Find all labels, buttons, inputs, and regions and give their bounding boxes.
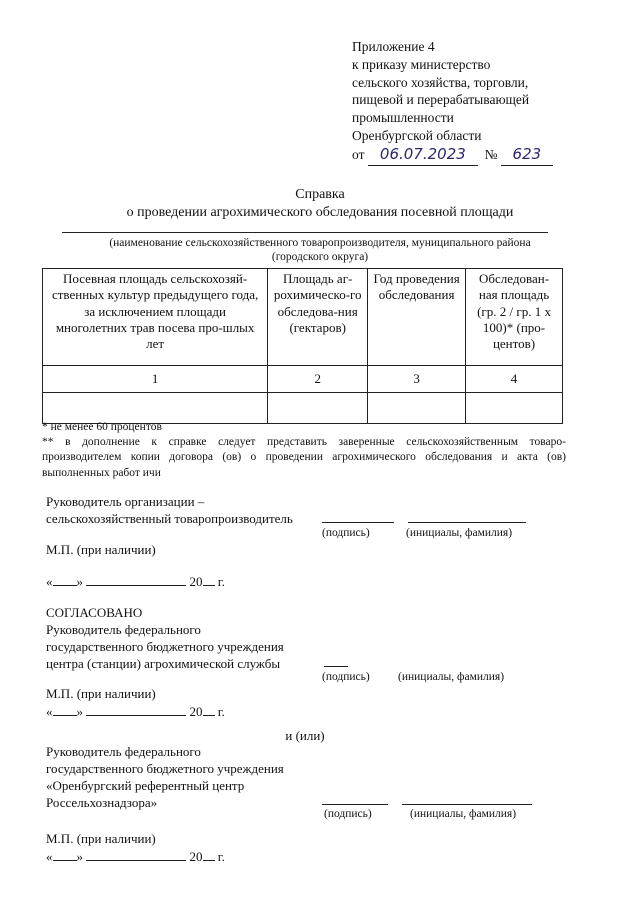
table-row bbox=[43, 393, 563, 424]
table-header-row bbox=[43, 269, 563, 366]
federal-line-3: «Оренбургский референтный центр bbox=[46, 778, 245, 793]
table-data-cell[interactable] bbox=[268, 393, 368, 424]
number-prefix: № bbox=[484, 146, 498, 162]
table-number-cell: 2 bbox=[268, 366, 368, 393]
appendix-date-line bbox=[352, 145, 622, 166]
footnotes bbox=[42, 420, 566, 481]
head-line-2: сельскохозяйственный товаропроизводитель bbox=[46, 511, 293, 526]
year-suffix: г. bbox=[217, 574, 225, 589]
name-caption: (инициалы, фамилия) bbox=[410, 808, 517, 820]
footnote-2: ** в дополнение к справке следует представить заверенные сельскохозяйственным товаро-производителем копии договора (ов) о проведении агрохимического обследования и акта (ов) выполненных работ ичи bbox=[42, 436, 566, 479]
month-field[interactable] bbox=[86, 848, 186, 861]
org-caption-line-2: (городского округа) bbox=[271, 251, 369, 264]
footnote-1: * не менее 60 процентов bbox=[42, 421, 162, 433]
date-line bbox=[46, 848, 225, 866]
appendix-line: сельского хозяйства, торговли, bbox=[352, 74, 529, 90]
table-data-cell[interactable] bbox=[466, 393, 563, 424]
quote-close: » bbox=[76, 849, 83, 864]
federal-line-4: Россельхознадзора» bbox=[46, 795, 158, 810]
signature-line[interactable] bbox=[322, 790, 388, 805]
title-line-1: Справка bbox=[295, 187, 345, 202]
signature-caption: (подпись) bbox=[322, 671, 370, 683]
date-line bbox=[46, 703, 225, 721]
table-header-cell: Обследован-ная площадь (гр. 2 / гр. 1 х 100)* (про-центов) bbox=[466, 269, 563, 366]
year-field[interactable] bbox=[203, 703, 215, 716]
day-field[interactable] bbox=[53, 703, 77, 716]
year-suffix: г. bbox=[217, 849, 225, 864]
year-prefix: 20 bbox=[189, 574, 203, 589]
stamp-label: М.П. (при наличии) bbox=[46, 542, 156, 557]
stamp-label: М.П. (при наличии) bbox=[46, 686, 156, 701]
table-data-cell[interactable] bbox=[368, 393, 466, 424]
year-suffix: г. bbox=[217, 704, 225, 719]
date-line bbox=[46, 573, 225, 591]
federal-line-2: государственного бюджетного учреждения bbox=[46, 761, 284, 776]
table-number-row bbox=[43, 366, 563, 393]
agreed-line-2: государственного бюджетного учреждения bbox=[46, 639, 284, 654]
table-number-cell: 3 bbox=[368, 366, 466, 393]
stamp-label: М.П. (при наличии) bbox=[46, 831, 156, 846]
org-caption-line-1: (наименование сельскохозяйственного товаропроизводителя, муниципального района bbox=[109, 237, 531, 249]
agreed-line-1: Руководитель федерального bbox=[46, 622, 201, 637]
name-line[interactable] bbox=[402, 790, 532, 805]
head-line-1: Руководитель организации – bbox=[46, 494, 205, 509]
signature-line[interactable] bbox=[324, 652, 348, 667]
appendix-line: Приложение 4 bbox=[352, 39, 435, 54]
table-header-cell: Площадь аг-рохимическо-го обследова-ния (гектаров) bbox=[268, 269, 368, 366]
title-line-2: о проведении агрохимического обследования посевной площади bbox=[126, 205, 514, 221]
order-date: 06.07.2023 bbox=[368, 145, 478, 166]
name-caption: (инициалы, фамилия) bbox=[398, 671, 505, 683]
quote-open: « bbox=[46, 849, 53, 864]
survey-table bbox=[42, 268, 563, 424]
year-field[interactable] bbox=[203, 573, 215, 586]
appendix-line: Оренбургской области bbox=[352, 128, 482, 144]
signature-caption: (подпись) bbox=[324, 808, 372, 820]
quote-open: « bbox=[46, 704, 53, 719]
signature-caption: (подпись) bbox=[322, 527, 370, 539]
organization-name-line bbox=[62, 232, 548, 233]
table-header-cell: Год проведения обследования bbox=[368, 269, 466, 366]
name-line[interactable] bbox=[408, 508, 526, 523]
agreed-line-3: центра (станции) агрохимической службы bbox=[46, 656, 281, 671]
signature-line[interactable] bbox=[322, 508, 394, 523]
appendix-line: к приказу министерство bbox=[352, 56, 491, 72]
document-title bbox=[0, 186, 640, 223]
quote-close: » bbox=[76, 704, 83, 719]
table-data-cell[interactable] bbox=[43, 393, 268, 424]
day-field[interactable] bbox=[53, 573, 77, 586]
table-number-cell: 1 bbox=[43, 366, 268, 393]
month-field[interactable] bbox=[86, 703, 186, 716]
agreed-heading: СОГЛАСОВАНО bbox=[46, 605, 143, 620]
appendix-line: пищевой и перерабатывающей bbox=[352, 92, 530, 108]
federal-line-1: Руководитель федерального bbox=[46, 744, 201, 759]
year-prefix: 20 bbox=[189, 849, 203, 864]
quote-open: « bbox=[46, 574, 53, 589]
table-header-cell: Посевная площадь сельскохозяй-ственных культур предыдущего года, за исключением площади многолетних трав посева про-шлых лет bbox=[43, 269, 268, 366]
month-field[interactable] bbox=[86, 573, 186, 586]
year-prefix: 20 bbox=[189, 704, 203, 719]
table-number-cell: 4 bbox=[466, 366, 563, 393]
order-number: 623 bbox=[501, 145, 553, 166]
day-field[interactable] bbox=[53, 848, 77, 861]
name-caption: (инициалы, фамилия) bbox=[406, 527, 513, 539]
organization-caption bbox=[40, 236, 600, 265]
appendix-header bbox=[352, 38, 622, 166]
year-field[interactable] bbox=[203, 848, 215, 861]
date-prefix: от bbox=[352, 146, 365, 162]
quote-close: » bbox=[76, 574, 83, 589]
and-or-connector: и (или) bbox=[285, 728, 325, 743]
appendix-line: промышленности bbox=[352, 110, 454, 126]
